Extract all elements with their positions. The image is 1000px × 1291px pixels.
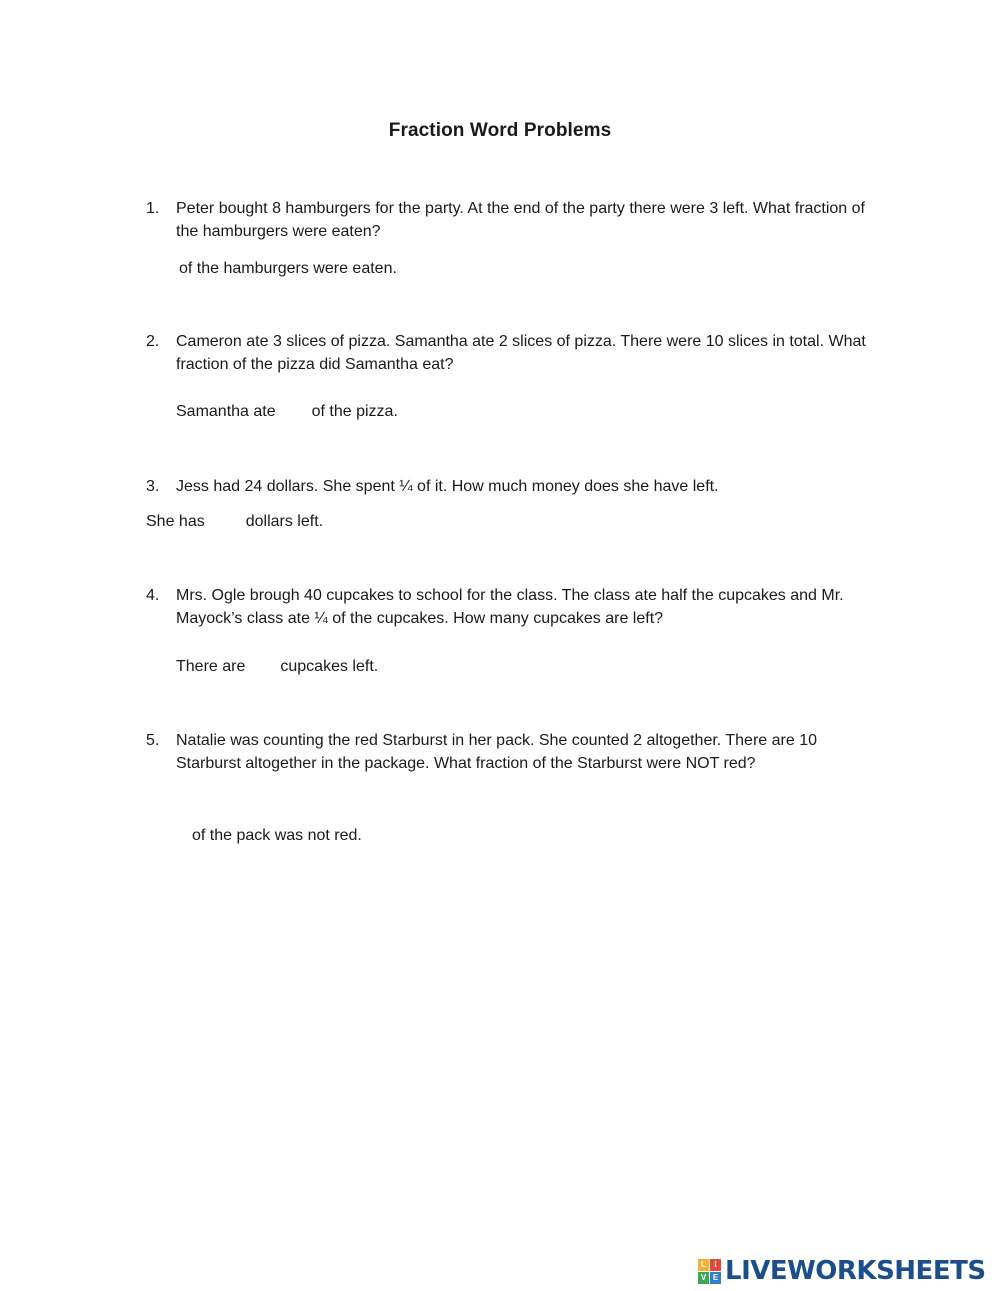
liveworksheets-logo bbox=[698, 1256, 986, 1286]
answer-line-4 bbox=[176, 657, 378, 677]
logo-block: E bbox=[710, 1272, 721, 1284]
question-3 bbox=[146, 475, 886, 498]
question-2 bbox=[146, 330, 886, 376]
logo-text: LIVEWORKSHEETS bbox=[725, 1256, 986, 1286]
question-text: Mrs. Ogle brough 40 cupcakes to school for the class. The class ate half the cupcakes and Mr. Mayock’s class ate ¼ of the cupcakes. How many cupcakes are left? bbox=[176, 587, 844, 627]
question-text: Cameron ate 3 slices of pizza. Samantha ate 2 slices of pizza. There were 10 slices in total. What fraction of the pizza did Samantha eat? bbox=[176, 333, 866, 373]
answer-suffix: of the pizza. bbox=[311, 403, 398, 420]
question-5 bbox=[146, 729, 886, 775]
question-number: 1. bbox=[146, 200, 160, 217]
answer-suffix: of the hamburgers were eaten. bbox=[179, 260, 397, 277]
logo-block: I bbox=[710, 1259, 721, 1271]
answer-line-2 bbox=[176, 402, 398, 422]
answer-line-5 bbox=[146, 826, 362, 846]
answer-line-3 bbox=[146, 512, 323, 532]
answer-prefix: She has bbox=[146, 513, 205, 530]
question-number: 2. bbox=[146, 333, 160, 350]
answer-prefix: There are bbox=[176, 658, 246, 675]
answer-suffix: cupcakes left. bbox=[280, 658, 379, 675]
question-text: Natalie was counting the red Starburst in her pack. She counted 2 altogether. There are 10 Starburst altogether in the package. What fraction of the Starburst were NOT red? bbox=[176, 732, 817, 772]
question-text: Jess had 24 dollars. She spent ¼ of it. How much money does she have left. bbox=[176, 478, 719, 495]
question-number: 5. bbox=[146, 732, 160, 749]
page-title: Fraction Word Problems bbox=[388, 120, 612, 141]
question-4 bbox=[146, 584, 886, 630]
answer-suffix: dollars left. bbox=[245, 513, 324, 530]
question-text: Peter bought 8 hamburgers for the party. At the end of the party there were 3 left. What fraction of the hamburgers were eaten? bbox=[176, 200, 865, 240]
logo-block: L bbox=[698, 1259, 709, 1271]
logo-block: V bbox=[698, 1272, 709, 1284]
answer-prefix: Samantha ate bbox=[176, 403, 276, 420]
question-number: 3. bbox=[146, 478, 160, 495]
logo-blocks-icon bbox=[698, 1259, 721, 1284]
question-number: 4. bbox=[146, 587, 160, 604]
question-1 bbox=[146, 197, 886, 243]
answer-line-1 bbox=[146, 259, 397, 279]
answer-suffix: of the pack was not red. bbox=[192, 827, 362, 844]
